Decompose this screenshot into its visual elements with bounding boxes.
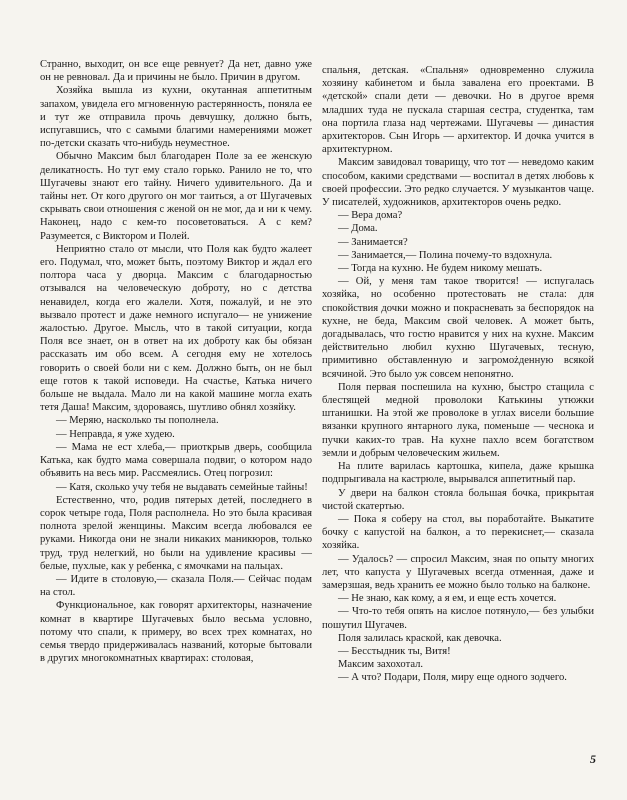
paragraph: — Тогда на кухню. Не будем никому мешать. [338,263,543,275]
left-text-column [40,58,312,665]
paragraph: — Занимается,— Полина почему-то вздохнула. [338,249,553,261]
paragraph: Обычно Максим был благодарен Поле за ее женскую деликатность. Но тут ему стало горько. Ранило не то, что Шугачевы знают его тайну. Ничего удивительного. Да и тайны нет. От кого другого он мог таиться, а от Шугачевых скрывать свои отношения с женой он не мог, да и ни к чему. Наконец, надо с кем-то посоветоваться. А с кем? Разумеется, с Виктором и Полей. [40,151,312,242]
paragraph: Неприятно стало от мысли, что Поля как будто жалеет его. Подумал, что, может быть, поэтому Виктор и ждал его полтора часа у дворца. Максим с благодарностью отзывался на человеческую доброту, но с детства ненавидел, когда его жалели. Хотя, пожалуй, и не это вызвало протест и даже немного испугало— не унижение жалостью. Другое. Мысль, что в такой ситуации, когда Поля все знает, он в ответ на их доброту как бы обязан рассказать им обо всем. А сегодня ему не хотелось говорить о своей боли ни с кем. Должно быть, он не был еще готов к такой исповеди. На счастье, Катька ничего больше не выдала. Мало ли на какой машине могла ехать тетя Даша! Максим, здороваясь, шутливо обнял хозяйку. [40,243,312,414]
paragraph: — Неправда, я уже худею. [56,428,175,440]
paragraph: Естественно, что, родив пятерых детей, последнего в сорок четыре года, Поля располнела. Но это была красивая полнота зрелой женщины. Максим всегда любовался ее руками. Никогда они не знали никаких маникюров, только труд, труд нелегкий, но были на удивление красивы — белые, пухлые, как у ребенка, с ямочками на пальцах. [40,494,312,572]
paragraph: — Катя, сколько учу тебя не выдавать семейные тайны! [56,481,308,493]
paragraph: — Занимается? [338,236,408,248]
paragraph: — Меряю, насколько ты пополнела. [56,415,219,427]
paragraph: — Ой, у меня там такое творится! — испугалась хозяйка, но особенно протестовать не стала: для спокойствия дочки можно и покрасневать за беспорядок на кухне, не беда, Максим свой человек. А может быть, догадывалась, что гостю нравится у них на кухне. Максим действительно любил кухню Шугачевых, тесную, примитивно обставленную и загромożденную всякой всячиной. Это было уж совсем непонятно. [322,276,594,380]
paragraph: — Пока я соберу на стол, вы поработайте. Выкатите бочку с капустой на балкон, а то перекиснет,— сказала хозяйка. [322,513,594,552]
paragraph: У двери на балкон стояла большая бочка, прикрытая чистой скатертью. [322,487,594,512]
paragraph: Поля залилась краской, как девочка. [338,632,502,644]
paragraph: — Вера дома? [338,210,403,222]
page-number: 5 [590,752,596,766]
paragraph: — А что? Подари, Поля, миру еще одного зодчего. [338,672,567,684]
paragraph: Максим захохотал. [338,659,424,671]
paragraph: — Что-то тебя опять на кислое потянуло,— без улыбки пошутил Шугачев. [322,606,594,631]
paragraph: — Мама не ест хлеба,— приоткрыв дверь, сообщила Катька, как будто мама совершала подвиг, о котором надо объявить на весь мир. Рассмеялись. Отец погрозил: [40,441,312,480]
paragraph: Хозяйка вышла из кухни, окутанная аппетитным запахом, увидела его мгновенную растерянность, поняла ее и тут же отправила прочь девчушку, должно быть, испугавшись, что с самыми благими намерениями может по-детски сказать что-нибудь неуместное. [40,85,312,150]
paragraph: спальня, детская. «Спальня» одновременно служила хозяину кабинетом и была завалена его проектами. В «детской» спали дети — девочки. Но в другое время младших туда не пускала старшая сестра, студентка, там она портила глаза над чертежами. Шугачевы — династия архитекторов. Сын Игорь — архитектор. И дочка учится в архитектурном. [322,65,594,156]
paragraph: На плите варилась картошка, кипела, даже крышка подпрыгивала на кастрюле, вырывался аппетитный пар. [322,461,594,486]
paragraph: Функциональное, как говорят архитекторы, назначение комнат в квартире Шугачевых было весьма условно, потому что спали, к примеру, во всех трех комнатах, но семья твердо придерживалась названий, которые бытовали в других многокомнатных квартирах: столовая, [40,600,312,665]
paragraph: Странно, выходит, он все еще ревнует? Да нет, давно уже он не ревновал. Да и причины не было. Причин в другом. [40,59,312,84]
paragraph: — Удалось? — спросил Максим, зная по опыту многих лет, что капуста у Шугачевых всегда отменная, даже и замерзшая, ведь хранить ее можно было только на балконе. [322,553,594,591]
paragraph: — Не знаю, как кому, а я ем, и еще есть хочется. [338,593,557,605]
paragraph: Максим завидовал товарищу, что тот — неведомо каким способом, какими средствами — воспитал в детях любовь к своей профессии. Это редко случается. У музыкантов чаще. У писателей, художников, архитекторов очень редко. [322,157,594,209]
paragraph: Поля первая поспешила на кухню, быстро стащила с блестящей медной проволоки Катькины утюжки штанишки. На этой же проволоке в углах висели большие вязанки крупного янтарного лука, поменьше — чеснока и пучки каких-то трав. На кухне пахло всем богатством земли и добрым человеческим жильем. [322,381,594,459]
paragraph: — Идите в столовую,— сказала Поля.— Сейчас подам на стол. [40,573,312,599]
paragraph: — Бесстыдник ты, Витя! [338,645,451,657]
right-text-column [322,64,594,685]
paragraph: — Дома. [338,223,378,235]
